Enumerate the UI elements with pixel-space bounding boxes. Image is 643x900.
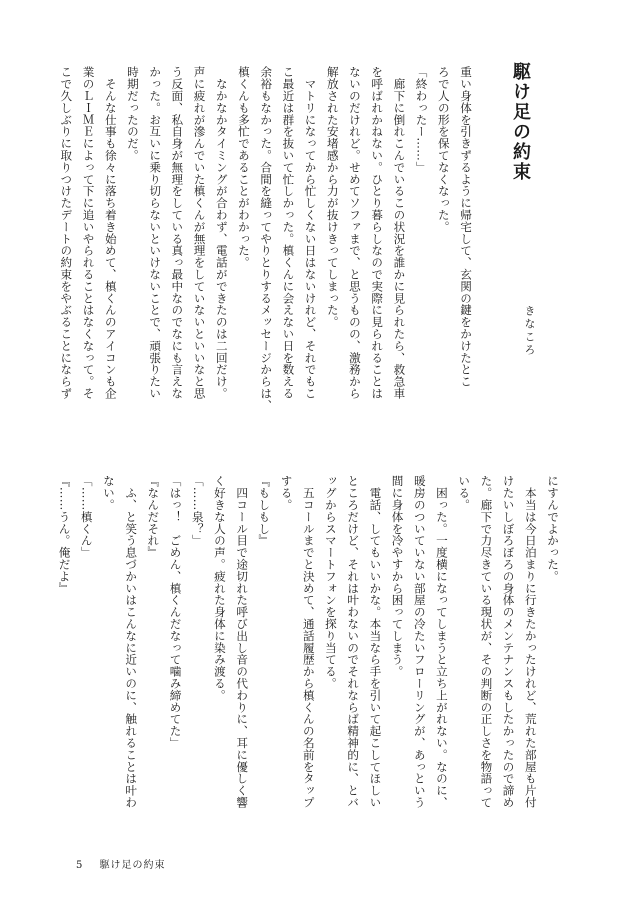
- text-line: なかなかタイミングが合わず、電話ができたのは二回だけ。: [214, 66, 229, 400]
- text-line: いる。: [457, 475, 472, 511]
- text-line: ない。: [101, 475, 116, 511]
- text-line: 『もしもし』: [257, 475, 272, 547]
- text-line: 「……泉？」: [190, 475, 205, 547]
- text-line: する。: [279, 475, 294, 511]
- text-line: く好きな人の声。疲れた身体に染み渡る。: [212, 475, 227, 702]
- text-line: ふ、と笑う息づかいはこんなに近いのに、触れることは叶わ: [124, 475, 139, 809]
- text-line: 『……うん。俺だよ』: [57, 475, 72, 594]
- text-line: 時期だったのだ。: [125, 66, 140, 162]
- author-name: きなころ: [523, 305, 536, 357]
- text-line: 『なんだそれ』: [146, 475, 161, 559]
- text-line: そんな仕事も徐々に落ち着き始めて、槙くんのアイコンも企: [103, 66, 118, 400]
- text-line: 「終わったー……」: [414, 66, 429, 174]
- text-line: 間に身体を冷やすから困ってしまう。: [390, 475, 405, 678]
- text-line: 廊下に倒れこんでいるこの状況を誰かに見られたら、救急車: [392, 66, 407, 400]
- text-line: 声に疲れが滲んでいた槙くんが無理をしていないといいなと思: [192, 66, 207, 400]
- text-line: ッグからスマートフォンを探り当てる。: [323, 475, 338, 690]
- text-line: マトリになってから忙しくない日はないけれど、それでもこ: [303, 66, 318, 400]
- text-line: にすんでよかった。: [546, 475, 560, 583]
- text-line: ところだけど、それは叶わないのでそれならば精神的に、とバ: [346, 475, 361, 809]
- text-line: 暖房のついていない部屋の冷たいフローリングが、あっという: [412, 475, 427, 809]
- text-line: 本当は今日泊まりに行きたかったけれど、荒れた部屋も片付: [523, 475, 538, 809]
- body-text-upper: [55, 66, 477, 432]
- text-line: を呼ばれかねない。ひとり暮らしなので実際に見られることは: [370, 66, 385, 400]
- text-line: 重い身体を引きずるように帰宅して、玄関の鍵をかけたとこ: [459, 66, 473, 388]
- text-line: 五コールまでと決めて、通話履歴から槙くんの名前をタップ: [301, 475, 316, 809]
- text-line: こで久しぶりに取りつけたデートの約束をやぶることにならず: [59, 66, 74, 400]
- text-line: 困った。一度横になってしまうと立ち上がれない。なのに、: [434, 475, 449, 809]
- text-line: かった。お互いに乗り切らないといけないことで、頑張りたい: [148, 66, 163, 400]
- text-line: 四コール目で途切れた呼び出し音の代わりに、耳に優しく響: [235, 475, 250, 809]
- text-line: 「はっ！ ごめん、槙くんだなって噛み締めてた」: [168, 475, 183, 749]
- text-line: こ最近は群を抜いて忙しかった。槙くんに会えない日を数える: [281, 66, 296, 400]
- page-footer: [76, 856, 166, 871]
- text-line: う反面、私自身が無理をしている真っ最中なのでなにも言えな: [170, 66, 185, 400]
- text-line: た。廊下で力尽きている現状が、その判断の正しさを物語って: [479, 475, 494, 809]
- text-line: 業のＬＩＭＥによって下に追いやられることはなくなって。そ: [81, 66, 96, 400]
- text-line: 槙くんも多忙であることがわかった。: [236, 66, 251, 269]
- page-number: 5: [76, 860, 84, 871]
- body-text-lower: [53, 475, 564, 841]
- text-line: けたいしぼろぼろの身体のメンテナンスもしたかったので諦め: [501, 475, 516, 809]
- text-line: 余裕もなかった。合間を縫ってやりとりするメッセージからは、: [259, 66, 274, 412]
- text-line: 電話、してもいいかな。本当なら手を引いて起こしてほしい: [368, 475, 383, 809]
- running-title: 駆け足の約束: [99, 860, 166, 871]
- story-title: 駆け足の約束: [510, 62, 531, 182]
- text-line: ろで人の形を保てなくなった。: [436, 66, 451, 233]
- text-line: 解放された安堵感から力が抜けきってしまった。: [325, 66, 340, 328]
- text-line: ないのだけれど。せめてソファまで、と思うものの、激務から: [347, 66, 362, 400]
- text-line: 「……槙くん」: [79, 475, 94, 559]
